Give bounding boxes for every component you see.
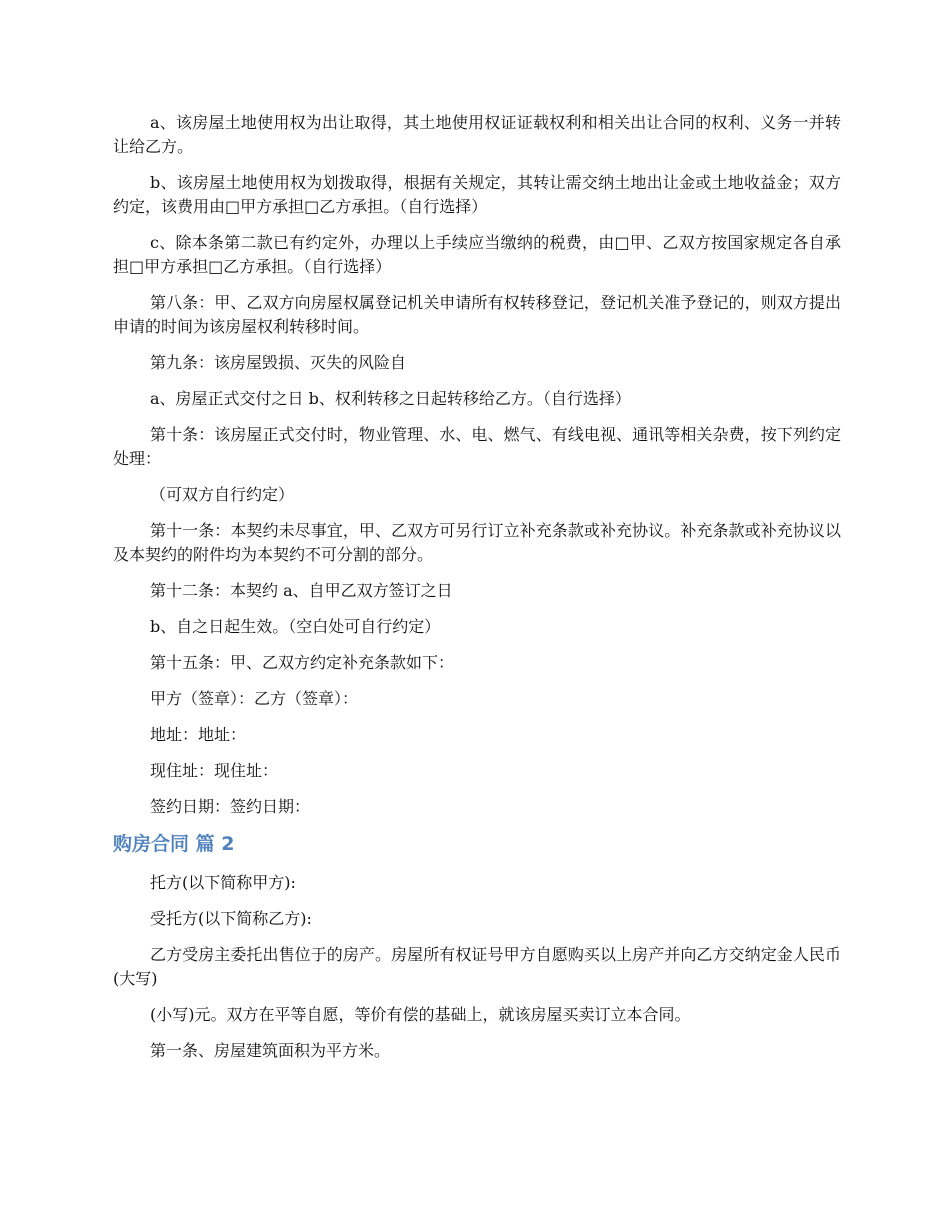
paragraph-principal-party: 托方(以下简称甲方): [150, 873, 296, 892]
paragraph-article-12-option-b: b、自之日起生效。（空白处可自行约定） [150, 617, 441, 636]
section-heading-contract-2: 购房合同 篇 2 [113, 833, 235, 855]
paragraph-deposit-amount: (小写)元。双方在平等自愿，等价有偿的基础上，就该房屋买卖订立本合同。 [150, 1005, 691, 1024]
paragraph-article-10-note: （可双方自行约定） [150, 485, 295, 504]
paragraph-deposit: 乙方受房主委托出售位于的房产。房屋所有权证号甲方自愿购买以上房产并向乙方交纳定金人民币(大写) [113, 945, 841, 988]
paragraph-article-9: 第九条：该房屋毁损、灭失的风险自 [150, 353, 407, 372]
paragraph-article-15: 第十五条：甲、乙双方约定补充条款如下： [150, 653, 455, 672]
paragraph-article-8: 第八条：甲、乙双方向房屋权属登记机关申请所有权转移登记，登记机关准予登记的，则双方提出申请的时间为该房屋权利转移时间。 [113, 293, 841, 336]
paragraph-clause-a-land-use-transfer: a、该房屋土地使用权为出让取得，其土地使用权证证载权利和相关出让合同的权利、义务一并转让给乙方。 [113, 113, 841, 156]
address-line: 地址：地址： [150, 725, 247, 744]
document-body [113, 111, 841, 1075]
signing-date-line: 签约日期：签约日期： [150, 797, 311, 816]
paragraph-agent-party: 受托方(以下简称乙方): [150, 909, 312, 928]
paragraph-article-12: 第十二条：本契约 a、自甲乙双方签订之日 [150, 581, 453, 600]
paragraph-article-9-options: a、房屋正式交付之日 b、权利转移之日起转移给乙方。（自行选择） [150, 389, 631, 408]
paragraph-article-1-area: 第一条、房屋建筑面积为平方米。 [150, 1041, 391, 1060]
paragraph-clause-b-land-allocation: b、该房屋土地使用权为划拨取得，根据有关规定，其转让需交纳土地出让金或土地收益金；双方约定，该费用由□甲方承担□乙方承担。（自行选择） [113, 173, 841, 216]
paragraph-article-10: 第十条：该房屋正式交付时，物业管理、水、电、燃气、有线电视、通讯等相关杂费，按下列约定处理： [113, 425, 841, 468]
paragraph-article-11: 第十一条：本契约未尽事宜，甲、乙双方可另行订立补充条款或补充协议。补充条款或补充协议以及本契约的附件均为本契约不可分割的部分。 [113, 521, 841, 564]
paragraph-clause-c-taxes: c、除本条第二款已有约定外，办理以上手续应当缴纳的税费，由□甲、乙双方按国家规定各自承担□甲方承担□乙方承担。（自行选择） [113, 233, 841, 276]
current-address-line: 现住址：现住址： [150, 761, 279, 780]
signature-line: 甲方（签章）：乙方（签章）： [150, 689, 359, 708]
